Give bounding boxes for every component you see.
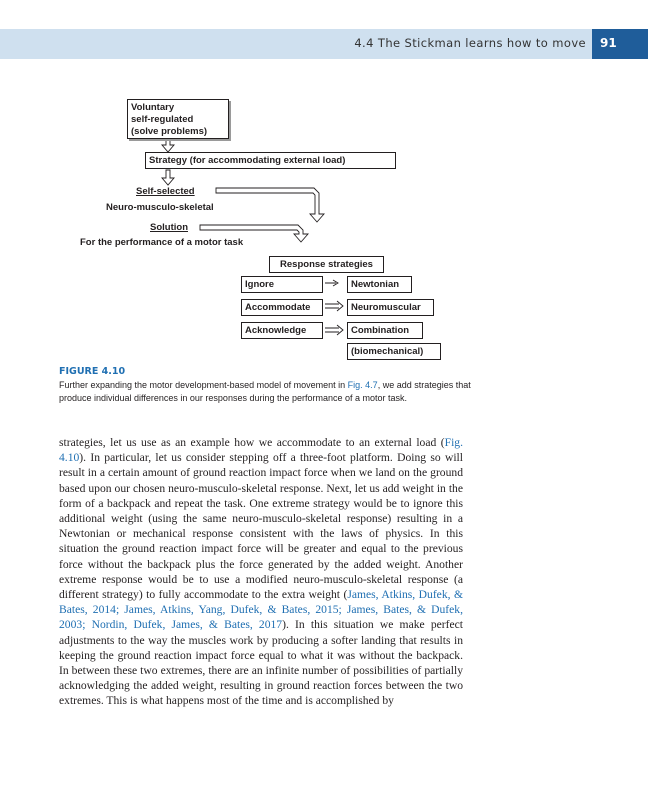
figure-label: FIGURE 4.10	[59, 366, 126, 377]
bent-arrow-icon	[216, 188, 324, 222]
voluntary-line-3: (solve problems)	[131, 126, 208, 137]
performance-label: For the performance of a motor task	[80, 237, 244, 248]
voluntary-line-2: self-regulated	[131, 114, 194, 125]
body-paragraph	[59, 435, 463, 709]
newtonian-box: Newtonian	[347, 276, 412, 293]
nms-label: Neuro-musculo-skeletal	[106, 202, 214, 213]
response-strategies-box: Response strategies	[269, 256, 384, 273]
body-text-segment: ). In this situation we make perfect adjustments to the way the muscles work by producing a softer landing that results in keeping the ground reaction impact force equal to what it was without the backpack. In between these two extremes, there are an infinite number of possibilities of partially acknowledging the added weight, resulting in ground reaction forces between the two extremes. This is what happens most of the time and is accomplished by	[59, 618, 463, 708]
citation-link[interactable]: James, Atkins, Dufek, & Bates, 2014; James, Atkins, Yang, Dufek, & Bates, 2015; James, Bates, & Dufek, 2003; Nordin, Dufek, James, & Bates, 2017	[59, 588, 463, 632]
down-arrow-icon	[162, 138, 174, 152]
caption-figure-link[interactable]: Fig. 4.7	[347, 380, 378, 390]
figure-connectors	[0, 0, 648, 360]
right-arrow-icon	[325, 325, 343, 335]
caption-text: Further expanding the motor development-based model of movement in	[59, 380, 348, 390]
strategy-box: Strategy (for accommodating external load)	[145, 152, 396, 169]
caption-text: , we add strategies that produce individual differences in our responses during the performance of a motor task.	[59, 380, 471, 403]
down-arrow-icon	[162, 170, 174, 185]
right-arrow-icon	[325, 301, 343, 311]
right-arrow-icon	[325, 280, 338, 286]
figure-caption	[59, 379, 479, 405]
ignore-box: Ignore	[241, 276, 323, 293]
page-number: 91	[600, 36, 617, 50]
figure-reference-link[interactable]: Fig. 4.10	[59, 436, 463, 465]
accommodate-box: Accommodate	[241, 299, 323, 316]
acknowledge-box: Acknowledge	[241, 322, 323, 339]
voluntary-box	[127, 99, 229, 139]
self-selected-label: Self-selected	[136, 186, 195, 197]
biomechanical-box: (biomechanical)	[347, 343, 441, 360]
neuromuscular-box: Neuromuscular	[347, 299, 434, 316]
body-text-segment: strategies, let us use as an example how we accommodate to an external load (	[59, 436, 445, 449]
body-text-segment: ). In particular, let us consider stepping off a three-foot platform. Doing so will result in a certain amount of ground reaction impact force when we land on the ground based upon our chosen neuro-musculo-skeletal response. Next, let us add weight in the form of a backpack and repeat the task. One extreme strategy would be to ignore this additional weight (using the same neuro-musculo-skeletal response) resulting in a Newtonian or mechanical response consistent with the laws of physics. In this situation the ground reaction impact force will be greater and equal to the previous force without the backpack plus the force generated by the added weight. Another extreme response would be to use a modified neuro-musculo-skeletal response (a different strategy) to fully accommodate to the extra weight (	[59, 451, 463, 602]
running-header-title: 4.4 The Stickman learns how to move	[354, 36, 586, 50]
combination-box: Combination	[347, 322, 423, 339]
voluntary-line-1: Voluntary	[131, 102, 175, 113]
solution-label: Solution	[150, 222, 188, 233]
